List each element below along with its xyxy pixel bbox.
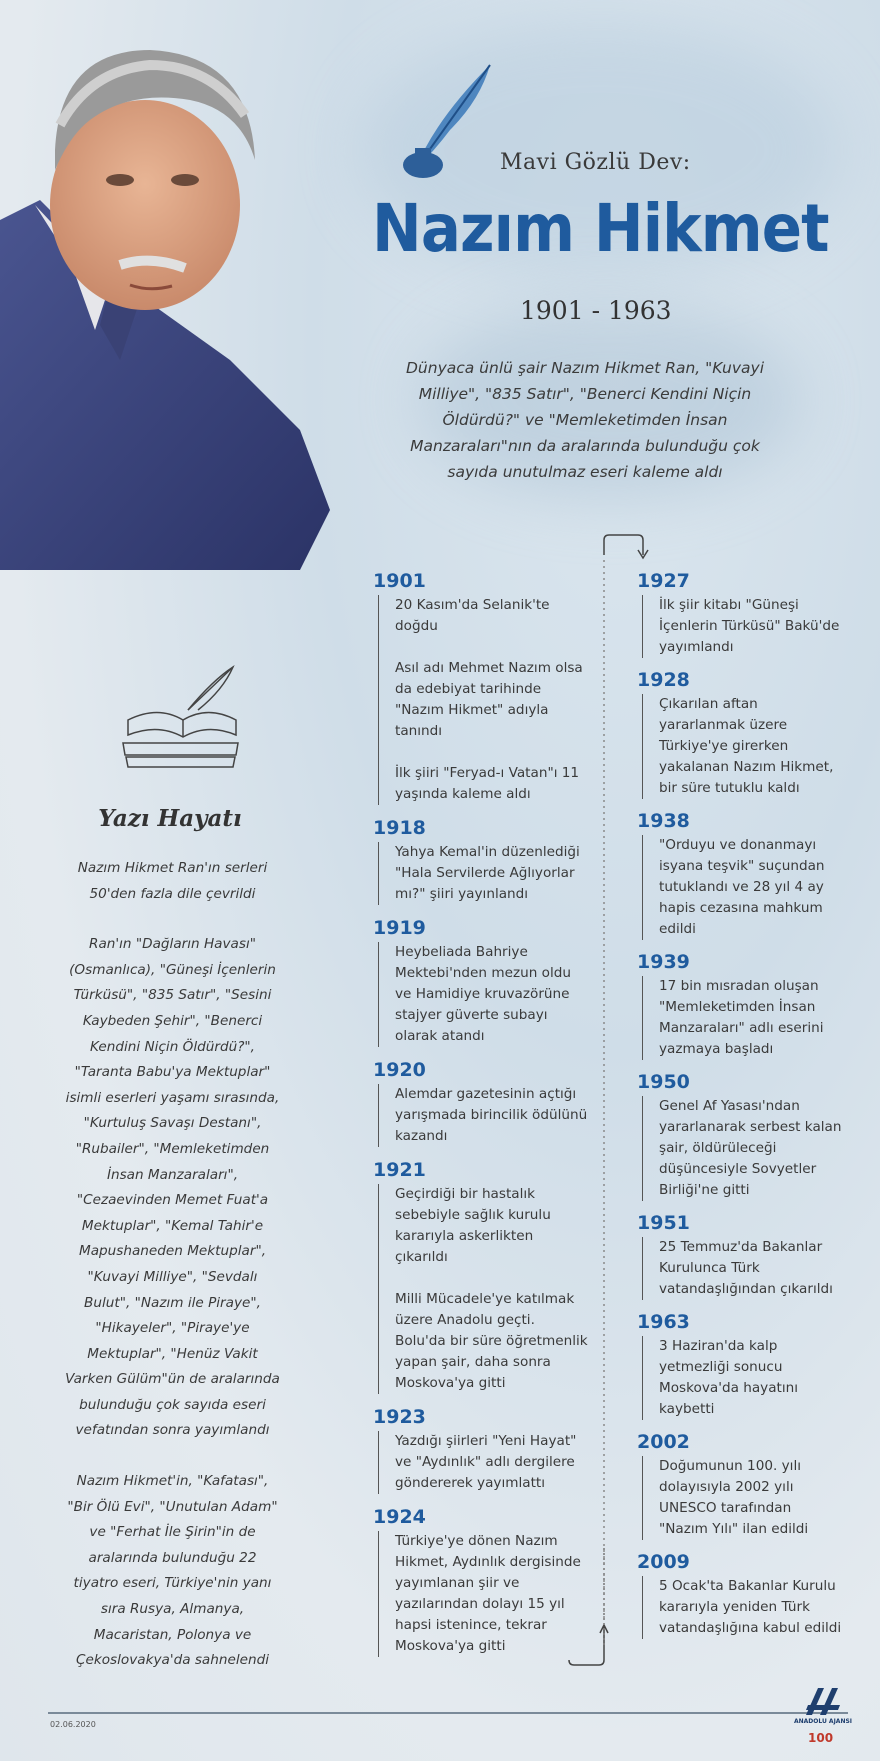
timeline-item xyxy=(373,1404,588,1494)
timeline-text: 25 Temmuz'da Bakanlar Kurulunca Türk vatandaşlığından çıkarıldı xyxy=(659,1239,833,1297)
timeline-year: 1919 xyxy=(373,917,426,939)
timeline-item xyxy=(373,1504,588,1657)
timeline-text: Genel Af Yasası'ndan yararlanarak serbest kalan şair, öldürüleceği düşüncesiyle Sovyetler Birliği'ne gitti xyxy=(659,1098,842,1198)
timeline-year: 2002 xyxy=(637,1431,690,1453)
timeline-item xyxy=(637,1210,842,1300)
timeline-item xyxy=(373,1157,588,1394)
timeline-item xyxy=(637,808,842,940)
timeline-item xyxy=(637,1429,842,1540)
timeline-item xyxy=(637,949,842,1060)
timeline-text: Çıkarılan aftan yararlanmak üzere Türkiye'ye girerken yakalanan Nazım Hikmet, bir süre tutuklu kaldı xyxy=(659,696,834,796)
publish-date: 02.06.2020 xyxy=(50,1720,96,1729)
writing-paragraph: Ran'ın "Dağların Havası" (Osmanlıca), "Güneşi İçenlerin Türküsü", "835 Satır", "Sesini Kaybeden Şehir", "Benerci Kendini Niçin Öldürdü?", "Taranta Babu'ya Mektuplar" isimli eserleri yaşamı sırasında, "Kurtuluş Savaşı Destanı", "Rubailer", "Memleketimden İnsan Manzaraları", "Cezaevinden Memet Fuat'a Mektuplar", "Kemal Tahir'e Mapushaneden Mektuplar", "Kuvayi Milliye", "Sevdalı Bulut", "Nazım ile Piraye", "Hikayeler", "Piraye'ye Mektuplar", "Henüz Vakit Varken Gülüm"ün de aralarında bulunduğu çok sayıda eseri vefatından sonra yayımlandı xyxy=(65,936,280,1439)
timeline-text: Türkiye'ye dönen Nazım Hikmet, Aydınlık dergisinde yayımlanan şiir ve yazılarından dolayı 15 yıl hapsi istenince, tekrar Moskova'ya gitti xyxy=(395,1533,581,1654)
timeline-year: 2009 xyxy=(637,1551,690,1573)
timeline-year: 1950 xyxy=(637,1071,690,1093)
timeline-text: Yazdığı şiirleri "Yeni Hayat" ve "Aydınlık" adlı dergilere göndererek yayımlattı xyxy=(395,1433,577,1491)
timeline-item xyxy=(373,815,588,905)
timeline-text: Alemdar gazetesinin açtığı yarışmada birincilik ödülünü kazandı xyxy=(395,1086,588,1144)
timeline-text: Yahya Kemal'in düzenlediği "Hala Servilerde Ağlıyorlar mı?" şiiri yayınlandı xyxy=(395,844,580,902)
timeline-text: Doğumunun 100. yılı dolayısıyla 2002 yılı UNESCO tarafından "Nazım Yılı" ilan edildi xyxy=(659,1458,809,1537)
timeline-left xyxy=(373,568,588,1657)
feather-inkwell-icon xyxy=(395,60,505,185)
timeline-year: 1918 xyxy=(373,817,426,839)
timeline-year: 1951 xyxy=(637,1212,690,1234)
timeline-year: 1924 xyxy=(373,1506,426,1528)
timeline-item xyxy=(373,568,588,805)
timeline-item xyxy=(373,915,588,1047)
timeline-text: 20 Kasım'da Selanik'te doğdu xyxy=(395,597,550,634)
timeline-text: Geçirdiği bir hastalık sebebiyle sağlık kurulu kararıyla askerlikten çıkarıldı xyxy=(395,1186,551,1265)
timeline-year: 1963 xyxy=(637,1311,690,1333)
portrait-image xyxy=(0,30,340,590)
timeline-text: Heybeliada Bahriye Mektebi'nden mezun oldu ve Hamidiye kruvazörüne stajyer güverte subayı olarak atandı xyxy=(395,944,571,1044)
agency-name: ANADOLU AJANSI xyxy=(793,1718,853,1725)
svg-text:100: 100 xyxy=(808,1731,834,1745)
timeline-text: Asıl adı Mehmet Nazım olsa da edebiyat tarihinde "Nazım Hikmet" adıyla tanındı xyxy=(395,660,583,739)
timeline-year: 1927 xyxy=(637,570,690,592)
timeline-item xyxy=(637,667,842,799)
timeline-year: 1923 xyxy=(373,1406,426,1428)
open-book-icon xyxy=(118,665,243,775)
section-title: Yazı Hayatı xyxy=(98,805,242,832)
writing-paragraph: Nazım Hikmet'in, "Kafatası", "Bir Ölü Evi", "Unutulan Adam" ve "Ferhat İle Şirin"in de aralarında bulunduğu 22 tiyatro eseri, Türkiye'nin yanı sıra Rusya, Almanya, Macaristan, Polonya ve Çekoslovakya'da sahnelendi xyxy=(67,1473,278,1669)
timeline-year: 1928 xyxy=(637,669,690,691)
timeline-item xyxy=(373,1057,588,1147)
timeline-item xyxy=(637,1309,842,1420)
timeline-year: 1921 xyxy=(373,1159,426,1181)
page-title: Nazım Hikmet xyxy=(372,190,829,267)
timeline-text: İlk şiir kitabı "Güneşi İçenlerin Türküsü" Bakü'de yayımlandı xyxy=(659,597,840,655)
timeline-item xyxy=(637,1549,842,1639)
timeline-text: 17 bin mısradan oluşan "Memleketimden İnsan Manzaraları" adlı eserini yazmaya başladı xyxy=(659,978,824,1057)
timeline-text: İlk şiiri "Feryad-ı Vatan"ı 11 yaşında kaleme aldı xyxy=(395,765,580,802)
timeline-right xyxy=(637,568,842,1639)
timeline-item xyxy=(637,568,842,658)
timeline-year: 1938 xyxy=(637,810,690,832)
timeline-text: 5 Ocak'ta Bakanlar Kurulu kararıyla yeniden Türk vatandaşlığına kabul edildi xyxy=(659,1578,842,1636)
anadolu-agency-logo xyxy=(798,1680,848,1750)
intro-text: Dünyaca ünlü şair Nazım Hikmet Ran, "Kuvayi Milliye", "835 Satır", "Benerci Kendini Niçin Öldürdü?" ve "Memleketimden İnsan Manzaraları"nın da aralarında bulunduğu çok sayıda unutulmaz eseri kaleme aldı xyxy=(405,359,765,481)
timeline-year: 1939 xyxy=(637,951,690,973)
timeline-year: 1920 xyxy=(373,1059,426,1081)
timeline-item xyxy=(637,1069,842,1201)
footer-divider xyxy=(48,1712,848,1714)
timeline-text: Milli Mücadele'ye katılmak üzere Anadolu geçti. Bolu'da bir süre öğretmenlik yapan şair, daha sonra Moskova'ya gitti xyxy=(395,1291,588,1391)
timeline-text: "Orduyu ve donanmayı isyana teşvik" suçundan tutuklandı ve 28 yıl 4 ay hapis cezasına mahkum edildi xyxy=(659,837,825,937)
writing-life-text xyxy=(65,856,280,1699)
pre-title: Mavi Gözlü Dev: xyxy=(500,150,691,175)
timeline-year: 1901 xyxy=(373,570,426,592)
writing-paragraph: Nazım Hikmet Ran'ın serleri 50'den fazla dile çevrildi xyxy=(77,860,268,902)
timeline-text: 3 Haziran'da kalp yetmezliği sonucu Moskova'da hayatını kaybetti xyxy=(659,1338,799,1417)
life-years: 1901 - 1963 xyxy=(520,296,672,325)
